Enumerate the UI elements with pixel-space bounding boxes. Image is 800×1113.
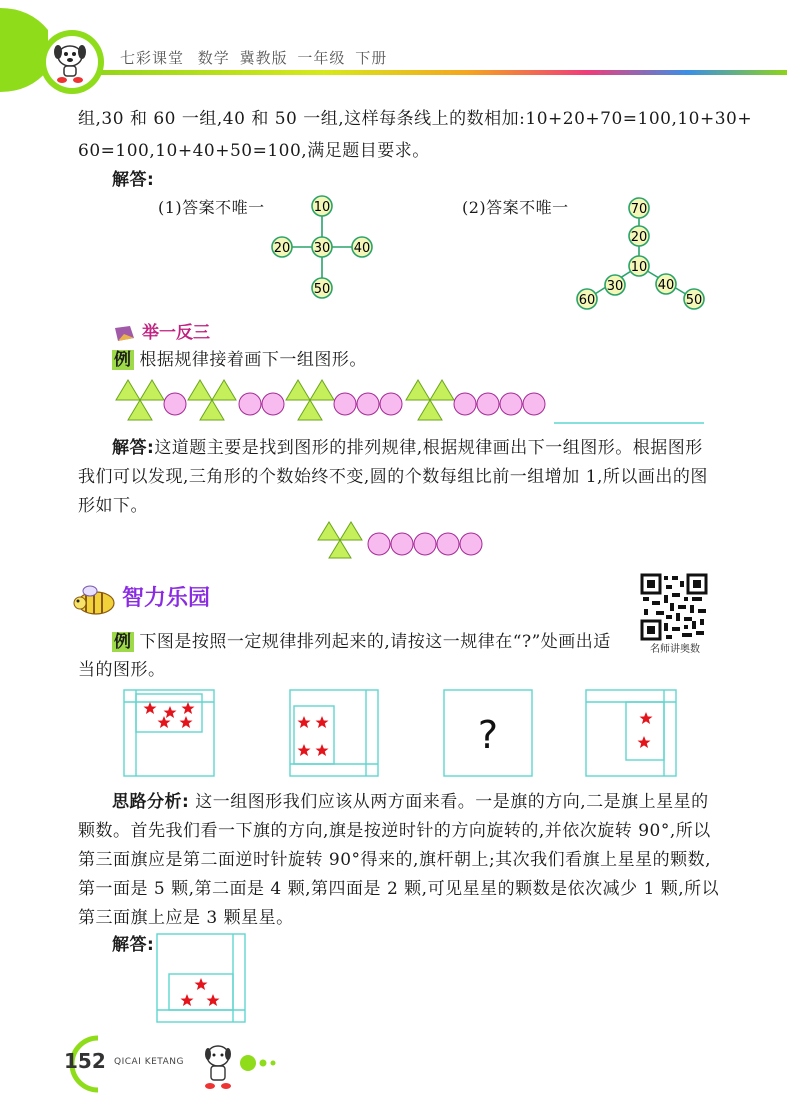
juyi-answer-line-1 (112, 433, 703, 463)
juyi-answer-text-1: 这道题主要是找到图形的排列规律,根据规律画出下一组图形。根据图形 (154, 438, 703, 458)
qr-code-icon (640, 573, 708, 641)
star (316, 744, 329, 756)
svg-text:10: 10 (630, 260, 648, 275)
qr-caption: 名师讲奥数 (650, 644, 700, 655)
star (181, 994, 194, 1006)
flag-frame-2 (290, 690, 378, 776)
header-corner-shape (0, 8, 48, 92)
footer-brand: QICAI KETANG (114, 1057, 184, 1067)
flag2-stars (298, 716, 329, 756)
unknown-question-mark: ? (477, 713, 499, 757)
analysis-label: 思路分析: (112, 792, 190, 812)
zhili-question-text-1: 下图是按照一定规律排列起来的,请按这一规律在“?”处画出适 (139, 632, 611, 652)
analysis-line-1 (112, 787, 709, 817)
answer-flag-stars (181, 978, 220, 1006)
analysis-line-2: 颗数。首先我们看一下旗的方向,旗是按逆时针的方向旋转的,并依次旋转 90°,所以 (78, 821, 711, 841)
footer-dot-medium (260, 1060, 267, 1067)
star (195, 978, 208, 990)
juyi-question (112, 345, 367, 375)
answer-circle (414, 533, 436, 555)
triangle-group-3 (286, 380, 334, 420)
triangle-group-4 (406, 380, 454, 420)
triangle-group-1 (116, 380, 164, 420)
flag-frame-1 (124, 690, 214, 776)
pattern-circle (477, 393, 499, 415)
svg-text:50: 50 (313, 282, 331, 297)
header-grade: 一年级 (297, 49, 346, 67)
header-subject: 数学 (197, 49, 230, 67)
zhili-question-line-1 (112, 627, 611, 657)
mascot-icon (46, 36, 98, 88)
cross-node-top (312, 196, 332, 216)
star (180, 716, 193, 728)
analysis-line-4: 第一面是 5 颗,第二面是 4 颗,第四面是 2 颗,可见星星的颗数是依次减少 1 颗,所以 (78, 879, 720, 899)
analysis-line-5: 第三面旗上应是 3 颗星星。 (78, 908, 294, 928)
zhili-question-line-2: 当的图形。 (78, 660, 166, 680)
y-node-right-2 (684, 289, 704, 309)
cross-diagram (260, 190, 380, 305)
intro-line-1: 组,30 和 60 一组,40 和 50 一组,这样每条线上的数相加:10+20+70=100,10+30+ (78, 109, 753, 129)
juyi-answer-line-2: 我们可以发现,三角形的个数始终不变,圆的个数每组比前一组增加 1,所以画出的图 (78, 467, 708, 487)
juyi-question-text: 根据规律接着画下一组图形。 (139, 350, 367, 370)
y-node-left-2 (577, 289, 597, 309)
diagram1-caption: (1)答案不唯一 (158, 198, 265, 217)
y-node-top (629, 198, 649, 218)
section-juyi-heading (112, 320, 232, 348)
pattern-circle (164, 393, 186, 415)
pattern-circle (357, 393, 379, 415)
answer-circle (437, 533, 459, 555)
flag4-stars (638, 712, 653, 748)
star (298, 716, 311, 728)
footer-dot-small (271, 1061, 276, 1066)
footer-mascot-icon (205, 1046, 231, 1089)
rainbow-stripe (75, 70, 787, 75)
svg-text:60: 60 (578, 293, 596, 308)
juyi-answer-label: 解答: (112, 438, 155, 458)
answer-triangle-group (318, 522, 362, 558)
answer-circle (368, 533, 390, 555)
svg-text:30: 30 (313, 241, 331, 256)
answer-circle (391, 533, 413, 555)
section-zhili-title: 智力乐园 (122, 586, 211, 611)
y-node-right-1 (656, 274, 676, 294)
star (316, 716, 329, 728)
pattern-circle (380, 393, 402, 415)
svg-text:30: 30 (606, 279, 624, 294)
svg-text:20: 20 (630, 230, 648, 245)
answer1-label: 解答: (112, 170, 155, 190)
star (207, 994, 220, 1006)
bee-mascot-icon (72, 583, 118, 617)
flag-frame-4 (586, 690, 676, 776)
pattern-circle (500, 393, 522, 415)
zhili-answer-label: 解答: (112, 935, 155, 955)
svg-text:20: 20 (273, 241, 291, 256)
header-series: 七彩课堂 (120, 49, 185, 67)
pattern-circle (523, 393, 545, 415)
header-volume: 下册 (355, 49, 388, 67)
star (158, 716, 171, 728)
star (640, 712, 653, 724)
star (638, 736, 651, 748)
triangle-group-2 (188, 380, 236, 420)
svg-text:50: 50 (685, 293, 703, 308)
analysis-line-3: 第三面旗应是第二面逆时针旋转 90°得来的,旗杆朝上;其次我们看旗上星星的颗数, (78, 850, 712, 870)
star (144, 702, 157, 714)
intro-line-2: 60=100,10+40+50=100,满足题目要求。 (78, 141, 430, 161)
cross-node-center (312, 237, 332, 257)
star (298, 744, 311, 756)
diagram2-caption: (2)答案不唯一 (462, 198, 569, 217)
header-edition: 冀教版 (239, 49, 288, 67)
header-title (120, 47, 387, 68)
juyi-answer-line-3: 形如下。 (78, 496, 148, 516)
example-tag: 例 (114, 350, 132, 370)
pattern-circle (239, 393, 261, 415)
y-node-center (629, 256, 649, 276)
pencil-icon (112, 324, 136, 344)
answer-circle (460, 533, 482, 555)
cross-node-right (352, 237, 372, 257)
y-lines (587, 208, 694, 299)
page-number: 152 (64, 1049, 106, 1073)
pattern-circle (262, 393, 284, 415)
zhili-example-tag: 例 (114, 632, 132, 652)
svg-text:40: 40 (657, 278, 675, 293)
pattern-sequence (110, 378, 710, 428)
cross-node-bottom (312, 278, 332, 298)
cross-node-left (272, 237, 292, 257)
svg-text:40: 40 (353, 241, 371, 256)
analysis-text-1: 这一组图形我们应该从两方面来看。一是旗的方向,二是旗上星星的 (195, 792, 709, 812)
answer-pattern (312, 520, 492, 562)
y-node-left-1 (605, 275, 625, 295)
pattern-circle (334, 393, 356, 415)
y-diagram (570, 192, 710, 312)
section-juyi-title: 举一反三 (142, 323, 210, 343)
pattern-circle (454, 393, 476, 415)
flag1-stars (144, 702, 195, 728)
y-node-upper (629, 226, 649, 246)
star (164, 706, 177, 718)
footer-dot-large (240, 1055, 256, 1071)
svg-text:10: 10 (313, 200, 331, 215)
star (182, 702, 195, 714)
svg-text:70: 70 (630, 202, 648, 217)
flag-sequence (120, 688, 700, 783)
answer-flag (155, 932, 247, 1024)
